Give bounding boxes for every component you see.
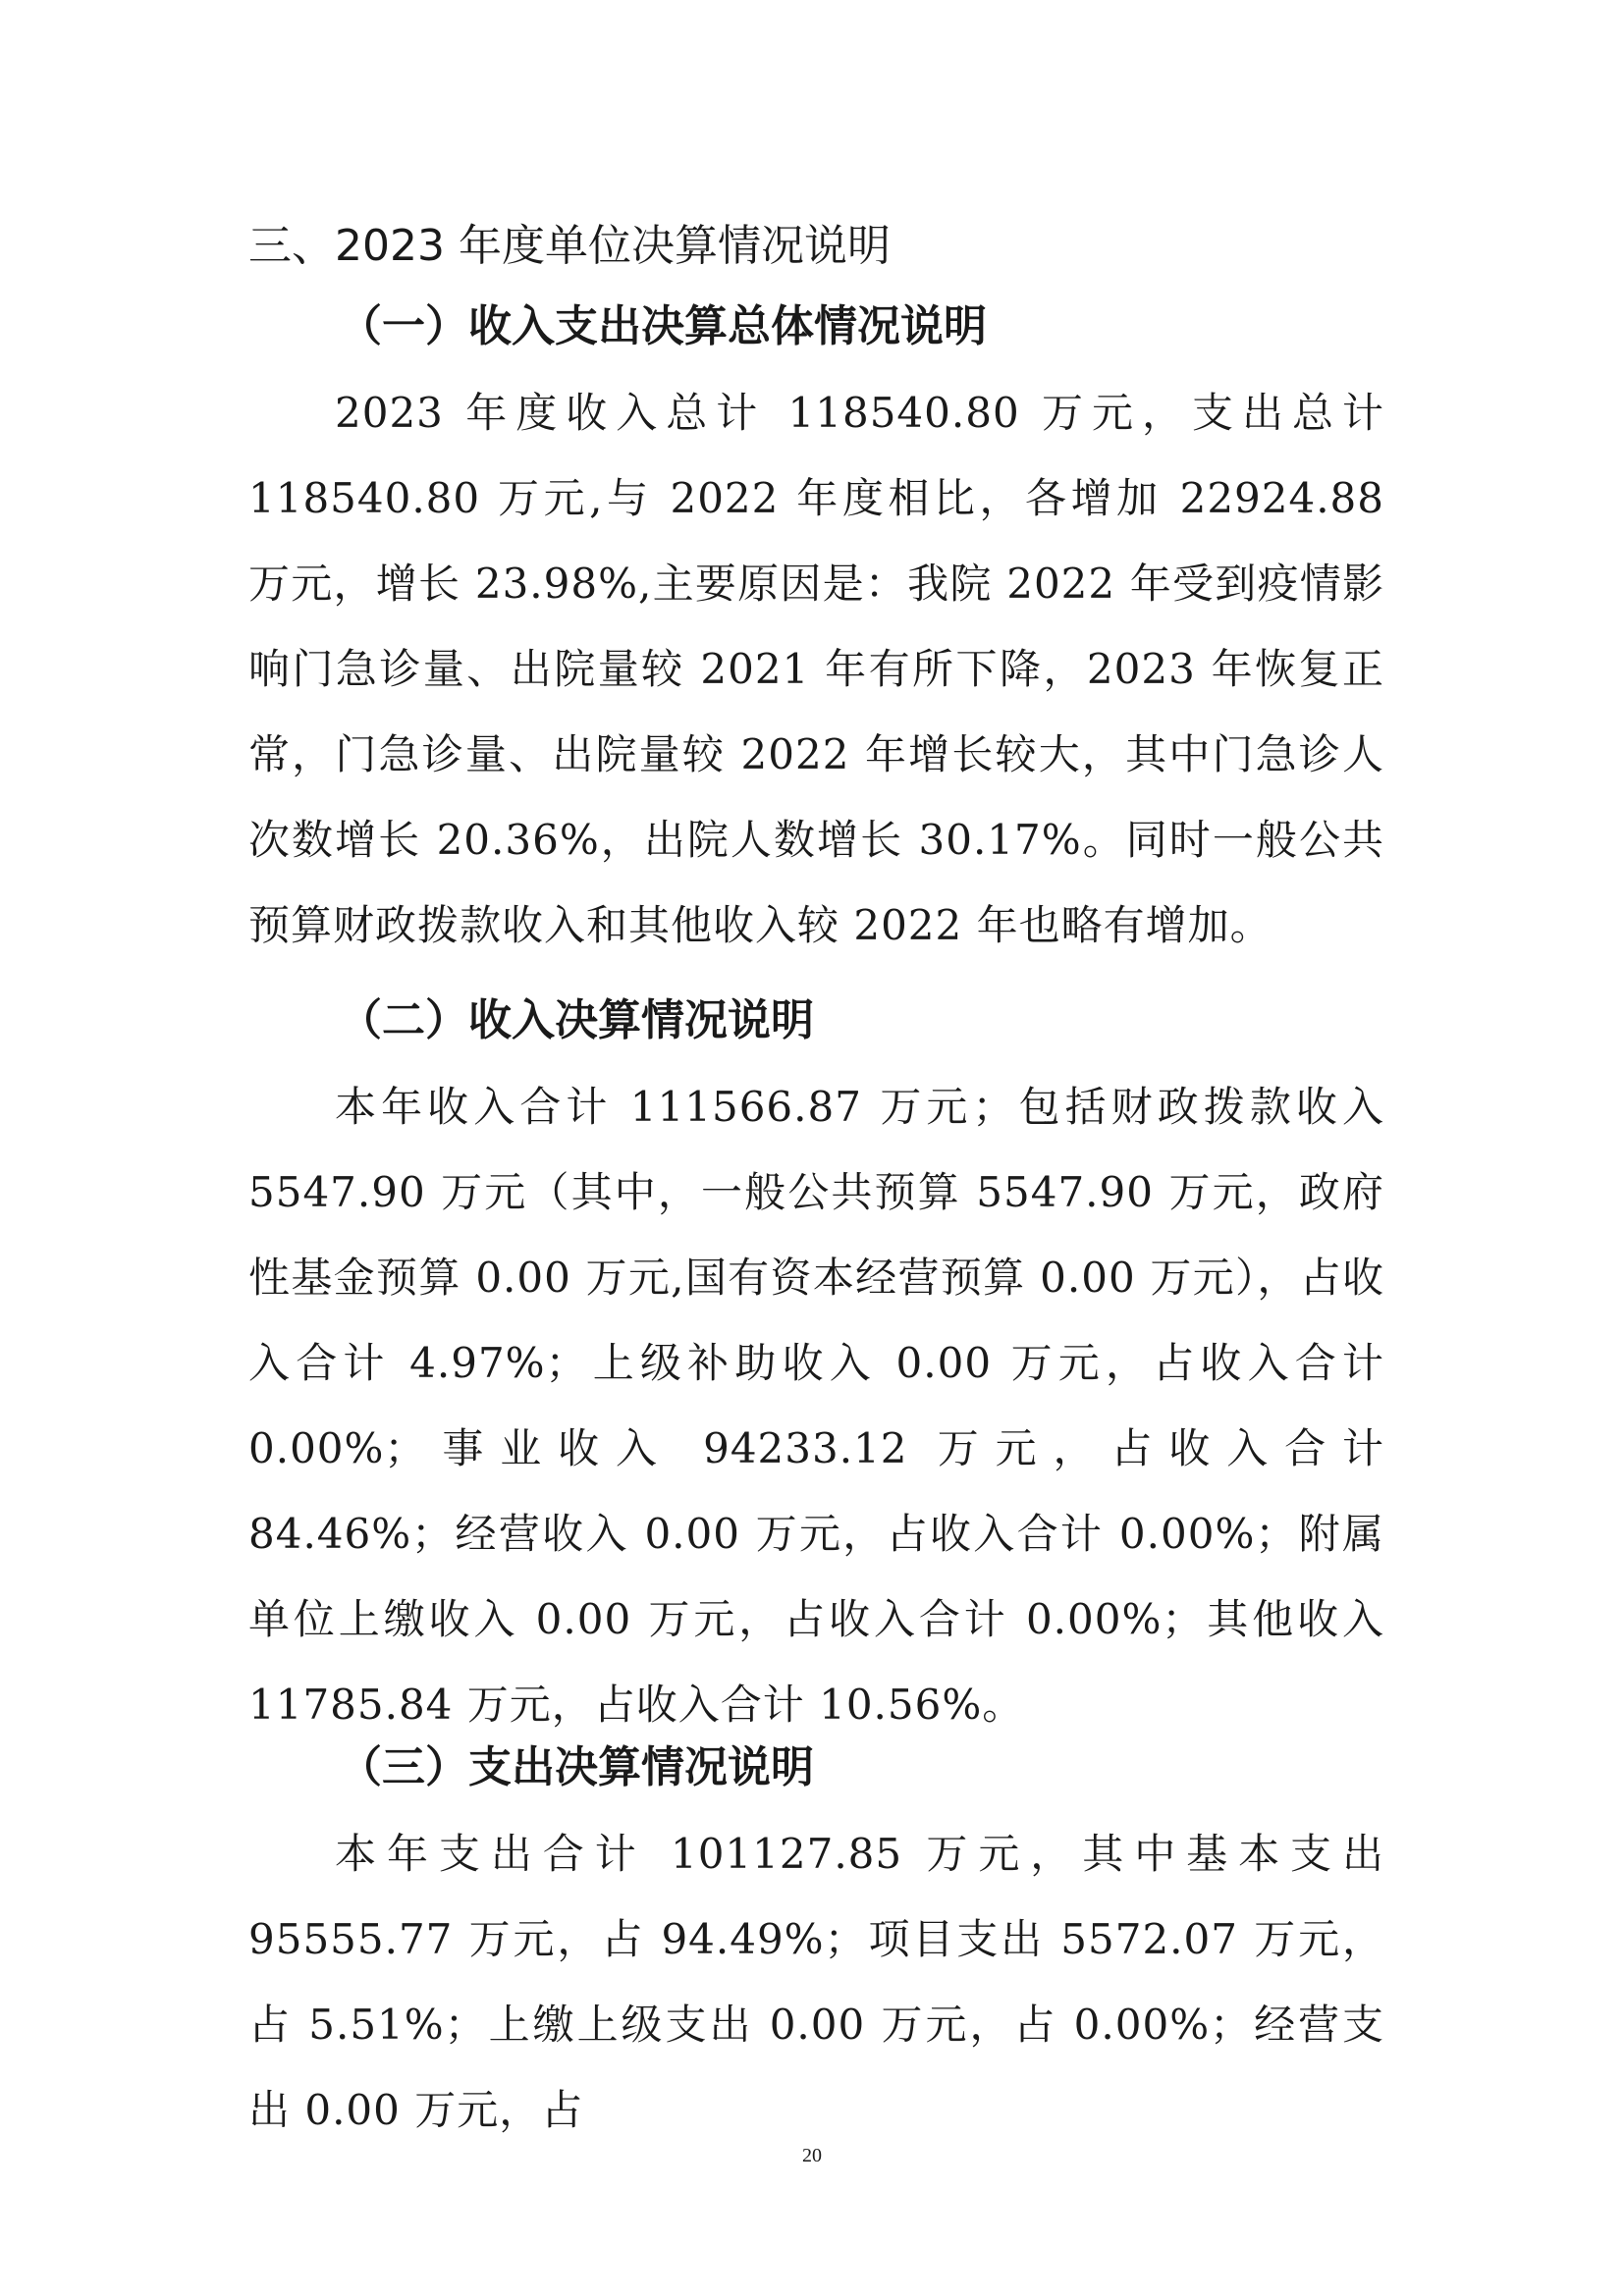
paragraph-overall: 2023 年度收入总计 118540.80 万元，支出总计 118540.80 万元,与 2022 年度相比，各增加 22924.88 万元，增长 23.98%,主要原因是：我院 2022 年受到疫情影响门急诊量、出院量较 2021 年有所下降，2023 年恢复正常，门急诊量、出院量较 2022 年增长较大，其中门急诊人次数增长 20.36%，出院人数增长 30.17%。同时一般公共预算财政拨款收入和其他收入较 2022 年也略有增加。 [248, 389, 1384, 949]
paragraph-expenditure: 本年支出合计 101127.85 万元，其中基本支出 95555.77 万元，占 94.49%；项目支出 5572.07 万元，占 5.51%；上缴上级支出 0.00 万元，占 0.00%；经营支出 0.00 万元，占 [248, 1830, 1384, 2134]
page-number: 20 [802, 2145, 822, 2166]
subsection-heading-income: （二）收入决算情况说明 [339, 995, 814, 1045]
subsection-heading-expenditure: （三）支出决算情况说明 [339, 1742, 814, 1792]
paragraph-income: 本年收入合计 111566.87 万元；包括财政拨款收入 5547.90 万元（其中，一般公共预算 5547.90 万元，政府性基金预算 0.00 万元,国有资本经营预算 0.00 万元），占收入合计 4.97%；上级补助收入 0.00 万元，占收入合计 0.00%；事业收入 94233.12 万元，占收入合计 84.46%；经营收入 0.00 万元，占收入合计 0.00%；附属单位上缴收入 0.00 万元，占收入合计 0.00%；其他收入 11785.84 万元，占收入合计 10.56%。 [248, 1083, 1384, 1729]
subsection-heading-overall: （一）收入支出决算总体情况说明 [339, 301, 987, 351]
section-title: 三、2023 年度单位决算情况说明 [248, 221, 891, 271]
